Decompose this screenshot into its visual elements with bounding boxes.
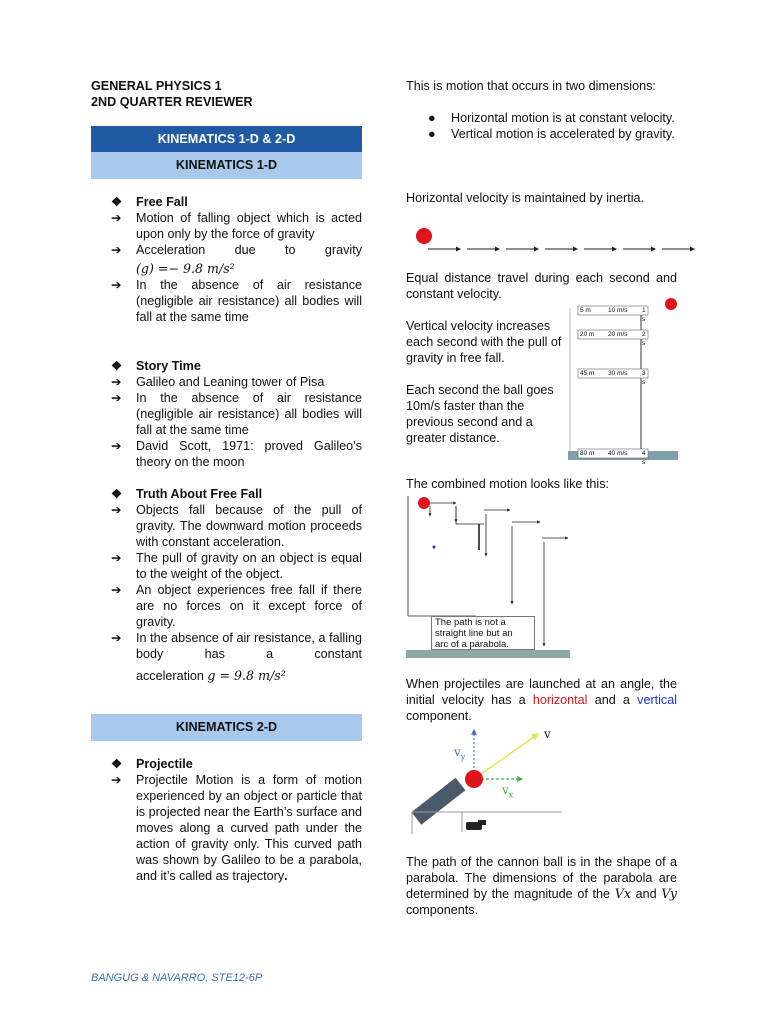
bullet-dot-icon: ● xyxy=(428,127,436,141)
parabola-note-box: The path is not a straight line but an arc of a parabola. xyxy=(431,616,535,650)
section-band-kinematics-2d: KINEMATICS 2-D xyxy=(91,714,362,741)
vx-label: $v_x$ xyxy=(502,783,514,800)
doc-subtitle: 2ND QUARTER REVIEWER xyxy=(91,95,253,109)
list-item: ➔ Projectile Motion is a form of motion experienced by an object or particle that is projected near the Earth’s surface and moves along a curved path under the action of gravity only. This curved path was shown by Galileo to be a parabola, and it’s called as trajectory. xyxy=(111,773,362,883)
angle-launch-text: When projectiles are launched at an angle, the initial velocity has a horizontal and a vertical component. xyxy=(406,677,678,723)
intro-bullets xyxy=(406,110,677,142)
arrow-bullet-icon: ➔ xyxy=(111,211,122,225)
arrow-bullet-icon: ➔ xyxy=(111,583,122,597)
velocity-label: v xyxy=(544,727,551,741)
table-row: 5 m 10 m/s 1 s xyxy=(580,307,646,323)
velocity-components-graphic xyxy=(406,724,566,836)
list-item: ➔ An object experiences free fall if there are no forces on it except force of gravity. xyxy=(111,583,362,629)
bullet-dot-icon: ● xyxy=(428,111,436,125)
free-fall-section xyxy=(111,194,362,325)
diamond-bullet-icon: ❖ xyxy=(111,359,123,373)
cannon-ball-icon xyxy=(465,770,483,788)
intro-text: This is motion that occurs in two dimensions: xyxy=(406,79,656,93)
inertia-text: Horizontal velocity is maintained by inertia. xyxy=(406,191,644,205)
list-item: ➔ Galileo and Leaning tower of Pisa xyxy=(111,375,325,389)
list-item: ● Vertical motion is accelerated by gravity. xyxy=(428,127,675,141)
each-second-text: Each second the ball goes 10m/s faster than the previous second and a greater distance. xyxy=(406,383,554,445)
combined-motion-diagram xyxy=(406,494,570,658)
table-row: 45 m 30 m/s 3 s xyxy=(580,370,646,386)
story-time-section xyxy=(111,358,362,470)
list-item: ➔ In the absence of air resistance (negligible air resistance) all bodies will fall at the same time xyxy=(111,391,362,437)
equal-distance-text: Equal distance travel during each second and constant velocity. xyxy=(406,271,677,301)
diamond-bullet-icon: ❖ xyxy=(111,195,123,209)
projectile-section xyxy=(111,756,362,884)
truth-acceleration-line: acceleration g = 9.8 m/s² xyxy=(136,668,286,683)
arrow-bullet-icon: ➔ xyxy=(111,631,122,645)
table-row: 80 m 40 m/s 4 s xyxy=(580,450,646,466)
ball-icon xyxy=(418,497,430,509)
arrow-bullet-icon: ➔ xyxy=(111,375,122,389)
list-item: ➔ David Scott, 1971: proved Galileo’s theory on the moon xyxy=(111,439,362,469)
projectile-heading: ❖ Projectile xyxy=(111,757,193,771)
horizontal-motion-diagram xyxy=(406,224,696,258)
diamond-bullet-icon: ❖ xyxy=(111,487,123,501)
section-band-kinematics-1d: KINEMATICS 1-D xyxy=(91,152,362,179)
free-fall-table-graphic xyxy=(568,296,678,466)
arrow-bullet-icon: ➔ xyxy=(111,503,122,517)
free-fall-table-diagram xyxy=(568,296,678,466)
velocity-components-diagram xyxy=(406,724,566,836)
list-item: ● Horizontal motion is at constant velocity. xyxy=(428,111,675,125)
list-item: ➔ Objects fall because of the pull of gravity. The downward motion proceeds with constant acceleration. xyxy=(111,503,362,549)
vertical-velocity-text: Vertical velocity increases each second with the pull of gravity in free fall. xyxy=(406,319,562,365)
cannon-path-text: The path of the cannon ball is in the shape of a parabola. The dimensions of the parabola are determined by the magnitude of the Vx and Vy components. xyxy=(406,855,678,917)
truth-section xyxy=(111,486,362,684)
list-item: ➔ Acceleration due to gravity xyxy=(111,243,362,257)
arrow-bullet-icon: ➔ xyxy=(111,773,122,787)
list-item: ➔ In the absence of air resistance (negligible air resistance) all bodies will fall at the same time xyxy=(111,278,362,324)
section-band-kinematics: KINEMATICS 1-D & 2-D xyxy=(91,126,362,152)
free-fall-heading: ❖ Free Fall xyxy=(111,195,188,209)
cannon-icon xyxy=(466,820,486,830)
vy-label: $v_y$ xyxy=(454,745,466,762)
ball-icon xyxy=(416,228,432,244)
story-time-heading: ❖ Story Time xyxy=(111,359,201,373)
arrow-bullet-icon: ➔ xyxy=(111,278,122,292)
acceleration-formula: (g) =− 9.8 m/s² xyxy=(136,261,235,276)
list-item: ➔ Motion of falling object which is acted upon only by the force of gravity xyxy=(111,211,362,241)
combined-motion-text: The combined motion looks like this: xyxy=(406,477,609,491)
diamond-bullet-icon: ❖ xyxy=(111,757,123,771)
ball-icon xyxy=(665,298,677,310)
arrow-bullet-icon: ➔ xyxy=(111,439,122,453)
list-item: ➔ In the absence of air resistance, a falling body has a constant xyxy=(111,631,362,661)
truth-heading: ❖ Truth About Free Fall xyxy=(111,487,263,501)
list-item: ➔ The pull of gravity on an object is equal to the weight of the object. xyxy=(111,551,362,581)
arrow-bullet-icon: ➔ xyxy=(111,551,122,565)
doc-title: GENERAL PHYSICS 1 xyxy=(91,79,222,93)
table-row: 20 m 20 m/s 2 s xyxy=(580,331,646,347)
arrow-bullet-icon: ➔ xyxy=(111,243,122,257)
page-footer: BANGUG & NAVARRO, STE12-6P xyxy=(91,972,263,984)
arrow-bullet-icon: ➔ xyxy=(111,391,122,405)
